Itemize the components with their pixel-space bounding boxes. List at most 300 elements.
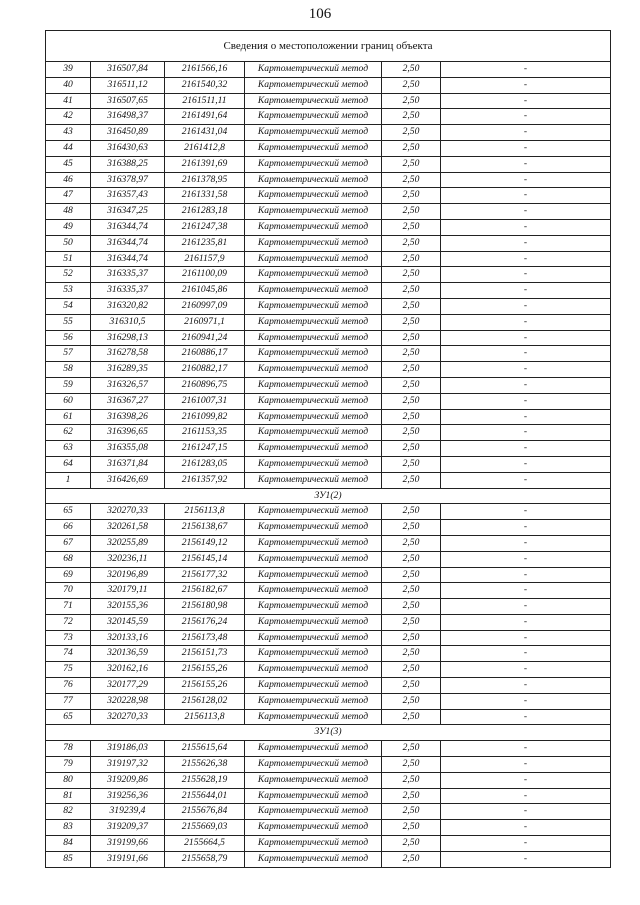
y-coordinate-cell: 2161099,82	[165, 409, 245, 425]
description-cell: -	[441, 804, 611, 820]
description-cell: -	[441, 204, 611, 220]
description-cell: -	[441, 409, 611, 425]
description-cell: -	[441, 757, 611, 773]
boundary-coordinates-table	[45, 30, 611, 868]
point-number-cell: 58	[46, 362, 91, 378]
x-coordinate-cell: 316320,82	[91, 298, 165, 314]
table-row	[46, 125, 611, 141]
accuracy-cell: 2,50	[382, 62, 441, 78]
y-coordinate-cell: 2161283,05	[165, 456, 245, 472]
y-coordinate-cell: 2161283,18	[165, 204, 245, 220]
y-coordinate-cell: 2161007,31	[165, 393, 245, 409]
table-row	[46, 551, 611, 567]
method-cell: Картометрический метод	[245, 583, 382, 599]
accuracy-cell: 2,50	[382, 425, 441, 441]
table-row	[46, 678, 611, 694]
y-coordinate-cell: 2156113,8	[165, 709, 245, 725]
x-coordinate-cell: 316355,08	[91, 441, 165, 457]
y-coordinate-cell: 2161566,16	[165, 62, 245, 78]
section-label: ЗУ1(2)	[46, 488, 611, 504]
point-number-cell: 65	[46, 504, 91, 520]
method-cell: Картометрический метод	[245, 409, 382, 425]
x-coordinate-cell: 316450,89	[91, 125, 165, 141]
method-cell: Картометрический метод	[245, 330, 382, 346]
description-cell: -	[441, 741, 611, 757]
table-row	[46, 441, 611, 457]
table-row	[46, 156, 611, 172]
x-coordinate-cell: 316511,12	[91, 77, 165, 93]
description-cell: -	[441, 109, 611, 125]
table-row	[46, 77, 611, 93]
description-cell: -	[441, 456, 611, 472]
description-cell: -	[441, 567, 611, 583]
table-row	[46, 314, 611, 330]
y-coordinate-cell: 2156138,67	[165, 520, 245, 536]
x-coordinate-cell: 320196,89	[91, 567, 165, 583]
y-coordinate-cell: 2160896,75	[165, 377, 245, 393]
y-coordinate-cell: 2156173,48	[165, 630, 245, 646]
point-number-cell: 83	[46, 820, 91, 836]
description-cell: -	[441, 219, 611, 235]
method-cell: Картометрический метод	[245, 283, 382, 299]
method-cell: Картометрический метод	[245, 93, 382, 109]
x-coordinate-cell: 316367,27	[91, 393, 165, 409]
x-coordinate-cell: 316278,58	[91, 346, 165, 362]
x-coordinate-cell: 320270,33	[91, 504, 165, 520]
description-cell: -	[441, 630, 611, 646]
table-row	[46, 599, 611, 615]
point-number-cell: 68	[46, 551, 91, 567]
method-cell: Картометрический метод	[245, 156, 382, 172]
y-coordinate-cell: 2156177,32	[165, 567, 245, 583]
accuracy-cell: 2,50	[382, 314, 441, 330]
description-cell: -	[441, 93, 611, 109]
y-coordinate-cell: 2160941,24	[165, 330, 245, 346]
table-row	[46, 741, 611, 757]
point-number-cell: 73	[46, 630, 91, 646]
x-coordinate-cell: 316430,63	[91, 140, 165, 156]
table-row	[46, 772, 611, 788]
method-cell: Картометрический метод	[245, 630, 382, 646]
description-cell: -	[441, 330, 611, 346]
table-body	[46, 31, 611, 868]
method-cell: Картометрический метод	[245, 772, 382, 788]
description-cell: -	[441, 362, 611, 378]
table-row	[46, 62, 611, 78]
y-coordinate-cell: 2161235,81	[165, 235, 245, 251]
y-coordinate-cell: 2160886,17	[165, 346, 245, 362]
x-coordinate-cell: 319256,36	[91, 788, 165, 804]
table-row	[46, 267, 611, 283]
table-row	[46, 298, 611, 314]
y-coordinate-cell: 2156128,02	[165, 693, 245, 709]
point-number-cell: 72	[46, 614, 91, 630]
method-cell: Картометрический метод	[245, 188, 382, 204]
method-cell: Картометрический метод	[245, 520, 382, 536]
method-cell: Картометрический метод	[245, 851, 382, 867]
description-cell: -	[441, 472, 611, 488]
method-cell: Картометрический метод	[245, 125, 382, 141]
accuracy-cell: 2,50	[382, 757, 441, 773]
point-number-cell: 63	[46, 441, 91, 457]
point-number-cell: 45	[46, 156, 91, 172]
point-number-cell: 48	[46, 204, 91, 220]
description-cell: -	[441, 140, 611, 156]
x-coordinate-cell: 316396,65	[91, 425, 165, 441]
description-cell: -	[441, 520, 611, 536]
accuracy-cell: 2,50	[382, 646, 441, 662]
point-number-cell: 75	[46, 662, 91, 678]
point-number-cell: 84	[46, 836, 91, 852]
table-row	[46, 188, 611, 204]
description-cell: -	[441, 441, 611, 457]
accuracy-cell: 2,50	[382, 741, 441, 757]
description-cell: -	[441, 836, 611, 852]
x-coordinate-cell: 316498,37	[91, 109, 165, 125]
y-coordinate-cell: 2161391,69	[165, 156, 245, 172]
x-coordinate-cell: 320133,16	[91, 630, 165, 646]
accuracy-cell: 2,50	[382, 820, 441, 836]
description-cell: -	[441, 77, 611, 93]
method-cell: Картометрический метод	[245, 678, 382, 694]
x-coordinate-cell: 320136,59	[91, 646, 165, 662]
accuracy-cell: 2,50	[382, 172, 441, 188]
description-cell: -	[441, 283, 611, 299]
description-cell: -	[441, 267, 611, 283]
x-coordinate-cell: 316344,74	[91, 235, 165, 251]
description-cell: -	[441, 614, 611, 630]
description-cell: -	[441, 788, 611, 804]
accuracy-cell: 2,50	[382, 630, 441, 646]
point-number-cell: 52	[46, 267, 91, 283]
x-coordinate-cell: 316310,5	[91, 314, 165, 330]
description-cell: -	[441, 693, 611, 709]
table-row	[46, 630, 611, 646]
point-number-cell: 64	[46, 456, 91, 472]
method-cell: Картометрический метод	[245, 614, 382, 630]
table-row	[46, 409, 611, 425]
table-row	[46, 614, 611, 630]
table-row	[46, 804, 611, 820]
table-row	[46, 820, 611, 836]
y-coordinate-cell: 2156176,24	[165, 614, 245, 630]
description-cell: -	[441, 662, 611, 678]
description-cell: -	[441, 251, 611, 267]
method-cell: Картометрический метод	[245, 662, 382, 678]
point-number-cell: 41	[46, 93, 91, 109]
accuracy-cell: 2,50	[382, 551, 441, 567]
x-coordinate-cell: 319239,4	[91, 804, 165, 820]
x-coordinate-cell: 316335,37	[91, 267, 165, 283]
point-number-cell: 42	[46, 109, 91, 125]
x-coordinate-cell: 320270,33	[91, 709, 165, 725]
y-coordinate-cell: 2155676,84	[165, 804, 245, 820]
method-cell: Картометрический метод	[245, 346, 382, 362]
x-coordinate-cell: 319191,66	[91, 851, 165, 867]
method-cell: Картометрический метод	[245, 757, 382, 773]
method-cell: Картометрический метод	[245, 709, 382, 725]
y-coordinate-cell: 2161357,92	[165, 472, 245, 488]
x-coordinate-cell: 319199,66	[91, 836, 165, 852]
point-number-cell: 57	[46, 346, 91, 362]
description-cell: -	[441, 298, 611, 314]
point-number-cell: 54	[46, 298, 91, 314]
method-cell: Картометрический метод	[245, 741, 382, 757]
method-cell: Картометрический метод	[245, 599, 382, 615]
point-number-cell: 53	[46, 283, 91, 299]
x-coordinate-cell: 316335,37	[91, 283, 165, 299]
accuracy-cell: 2,50	[382, 156, 441, 172]
table-row	[46, 235, 611, 251]
x-coordinate-cell: 316326,57	[91, 377, 165, 393]
y-coordinate-cell: 2161153,35	[165, 425, 245, 441]
method-cell: Картометрический метод	[245, 172, 382, 188]
x-coordinate-cell: 320236,11	[91, 551, 165, 567]
table-row	[46, 567, 611, 583]
table-row	[46, 535, 611, 551]
accuracy-cell: 2,50	[382, 362, 441, 378]
y-coordinate-cell: 2161157,9	[165, 251, 245, 267]
y-coordinate-cell: 2156180,98	[165, 599, 245, 615]
y-coordinate-cell: 2160882,17	[165, 362, 245, 378]
point-number-cell: 61	[46, 409, 91, 425]
x-coordinate-cell: 316371,84	[91, 456, 165, 472]
point-number-cell: 69	[46, 567, 91, 583]
x-coordinate-cell: 316507,84	[91, 62, 165, 78]
point-number-cell: 79	[46, 757, 91, 773]
y-coordinate-cell: 2161331,58	[165, 188, 245, 204]
accuracy-cell: 2,50	[382, 804, 441, 820]
method-cell: Картометрический метод	[245, 251, 382, 267]
point-number-cell: 46	[46, 172, 91, 188]
point-number-cell: 78	[46, 741, 91, 757]
x-coordinate-cell: 316378,97	[91, 172, 165, 188]
accuracy-cell: 2,50	[382, 662, 441, 678]
description-cell: -	[441, 393, 611, 409]
point-number-cell: 62	[46, 425, 91, 441]
accuracy-cell: 2,50	[382, 788, 441, 804]
table-row	[46, 172, 611, 188]
method-cell: Картометрический метод	[245, 235, 382, 251]
method-cell: Картометрический метод	[245, 425, 382, 441]
description-cell: -	[441, 772, 611, 788]
accuracy-cell: 2,50	[382, 599, 441, 615]
x-coordinate-cell: 319209,86	[91, 772, 165, 788]
point-number-cell: 40	[46, 77, 91, 93]
description-cell: -	[441, 314, 611, 330]
method-cell: Картометрический метод	[245, 646, 382, 662]
table-row	[46, 693, 611, 709]
table-row	[46, 472, 611, 488]
accuracy-cell: 2,50	[382, 219, 441, 235]
x-coordinate-cell: 316344,74	[91, 251, 165, 267]
accuracy-cell: 2,50	[382, 836, 441, 852]
point-number-cell: 43	[46, 125, 91, 141]
method-cell: Картометрический метод	[245, 504, 382, 520]
y-coordinate-cell: 2161247,15	[165, 441, 245, 457]
y-coordinate-cell: 2161247,38	[165, 219, 245, 235]
point-number-cell: 50	[46, 235, 91, 251]
point-number-cell: 39	[46, 62, 91, 78]
method-cell: Картометрический метод	[245, 788, 382, 804]
accuracy-cell: 2,50	[382, 472, 441, 488]
table-row	[46, 346, 611, 362]
description-cell: -	[441, 599, 611, 615]
table-row	[46, 109, 611, 125]
method-cell: Картометрический метод	[245, 393, 382, 409]
y-coordinate-cell: 2161491,64	[165, 109, 245, 125]
accuracy-cell: 2,50	[382, 456, 441, 472]
table-row	[46, 851, 611, 867]
accuracy-cell: 2,50	[382, 614, 441, 630]
table-row	[46, 251, 611, 267]
method-cell: Картометрический метод	[245, 441, 382, 457]
accuracy-cell: 2,50	[382, 678, 441, 694]
y-coordinate-cell: 2161431,04	[165, 125, 245, 141]
description-cell: -	[441, 346, 611, 362]
point-number-cell: 65	[46, 709, 91, 725]
description-cell: -	[441, 235, 611, 251]
description-cell: -	[441, 820, 611, 836]
x-coordinate-cell: 316398,26	[91, 409, 165, 425]
x-coordinate-cell: 320179,11	[91, 583, 165, 599]
point-number-cell: 1	[46, 472, 91, 488]
accuracy-cell: 2,50	[382, 330, 441, 346]
accuracy-cell: 2,50	[382, 709, 441, 725]
point-number-cell: 77	[46, 693, 91, 709]
accuracy-cell: 2,50	[382, 204, 441, 220]
accuracy-cell: 2,50	[382, 520, 441, 536]
table-row	[46, 709, 611, 725]
y-coordinate-cell: 2155644,01	[165, 788, 245, 804]
table-row	[46, 662, 611, 678]
x-coordinate-cell: 320177,29	[91, 678, 165, 694]
method-cell: Картометрический метод	[245, 804, 382, 820]
accuracy-cell: 2,50	[382, 393, 441, 409]
table-row	[46, 646, 611, 662]
table-row	[46, 140, 611, 156]
y-coordinate-cell: 2156145,14	[165, 551, 245, 567]
description-cell: -	[441, 851, 611, 867]
table-row	[46, 283, 611, 299]
point-number-cell: 59	[46, 377, 91, 393]
accuracy-cell: 2,50	[382, 535, 441, 551]
method-cell: Картометрический метод	[245, 267, 382, 283]
description-cell: -	[441, 646, 611, 662]
x-coordinate-cell: 316347,25	[91, 204, 165, 220]
point-number-cell: 49	[46, 219, 91, 235]
section-label: ЗУ1(3)	[46, 725, 611, 741]
y-coordinate-cell: 2161540,32	[165, 77, 245, 93]
accuracy-cell: 2,50	[382, 267, 441, 283]
table-title: Сведения о местоположении границ объекта	[46, 31, 611, 62]
y-coordinate-cell: 2161100,09	[165, 267, 245, 283]
y-coordinate-cell: 2155658,79	[165, 851, 245, 867]
table-header-row	[46, 31, 611, 62]
accuracy-cell: 2,50	[382, 93, 441, 109]
accuracy-cell: 2,50	[382, 583, 441, 599]
description-cell: -	[441, 172, 611, 188]
method-cell: Картометрический метод	[245, 140, 382, 156]
table-row	[46, 330, 611, 346]
point-number-cell: 71	[46, 599, 91, 615]
y-coordinate-cell: 2155669,03	[165, 820, 245, 836]
accuracy-cell: 2,50	[382, 77, 441, 93]
y-coordinate-cell: 2156155,26	[165, 678, 245, 694]
method-cell: Картометрический метод	[245, 219, 382, 235]
table-row	[46, 393, 611, 409]
table-row	[46, 788, 611, 804]
y-coordinate-cell: 2155626,38	[165, 757, 245, 773]
accuracy-cell: 2,50	[382, 346, 441, 362]
point-number-cell: 56	[46, 330, 91, 346]
description-cell: -	[441, 535, 611, 551]
y-coordinate-cell: 2155615,64	[165, 741, 245, 757]
table-row	[46, 456, 611, 472]
description-cell: -	[441, 377, 611, 393]
x-coordinate-cell: 320255,89	[91, 535, 165, 551]
table-row	[46, 219, 611, 235]
method-cell: Картометрический метод	[245, 314, 382, 330]
method-cell: Картометрический метод	[245, 62, 382, 78]
point-number-cell: 81	[46, 788, 91, 804]
point-number-cell: 82	[46, 804, 91, 820]
description-cell: -	[441, 709, 611, 725]
x-coordinate-cell: 316357,43	[91, 188, 165, 204]
method-cell: Картометрический метод	[245, 362, 382, 378]
table-row	[46, 757, 611, 773]
y-coordinate-cell: 2155628,19	[165, 772, 245, 788]
accuracy-cell: 2,50	[382, 283, 441, 299]
point-number-cell: 60	[46, 393, 91, 409]
description-cell: -	[441, 425, 611, 441]
x-coordinate-cell: 316289,35	[91, 362, 165, 378]
method-cell: Картометрический метод	[245, 472, 382, 488]
x-coordinate-cell: 316344,74	[91, 219, 165, 235]
y-coordinate-cell: 2160971,1	[165, 314, 245, 330]
accuracy-cell: 2,50	[382, 188, 441, 204]
method-cell: Картометрический метод	[245, 456, 382, 472]
accuracy-cell: 2,50	[382, 441, 441, 457]
accuracy-cell: 2,50	[382, 235, 441, 251]
accuracy-cell: 2,50	[382, 772, 441, 788]
method-cell: Картометрический метод	[245, 551, 382, 567]
x-coordinate-cell: 320155,36	[91, 599, 165, 615]
x-coordinate-cell: 320162,16	[91, 662, 165, 678]
x-coordinate-cell: 319209,37	[91, 820, 165, 836]
point-number-cell: 44	[46, 140, 91, 156]
method-cell: Картометрический метод	[245, 836, 382, 852]
x-coordinate-cell: 319197,32	[91, 757, 165, 773]
y-coordinate-cell: 2160997,09	[165, 298, 245, 314]
x-coordinate-cell: 316298,13	[91, 330, 165, 346]
y-coordinate-cell: 2161378,95	[165, 172, 245, 188]
accuracy-cell: 2,50	[382, 504, 441, 520]
table-row	[46, 504, 611, 520]
method-cell: Картометрический метод	[245, 377, 382, 393]
method-cell: Картометрический метод	[245, 820, 382, 836]
method-cell: Картометрический метод	[245, 298, 382, 314]
point-number-cell: 66	[46, 520, 91, 536]
point-number-cell: 51	[46, 251, 91, 267]
x-coordinate-cell: 316388,25	[91, 156, 165, 172]
table-row	[46, 204, 611, 220]
y-coordinate-cell: 2156149,12	[165, 535, 245, 551]
page-number: 106	[308, 6, 332, 22]
x-coordinate-cell: 316507,65	[91, 93, 165, 109]
method-cell: Картометрический метод	[245, 535, 382, 551]
accuracy-cell: 2,50	[382, 693, 441, 709]
